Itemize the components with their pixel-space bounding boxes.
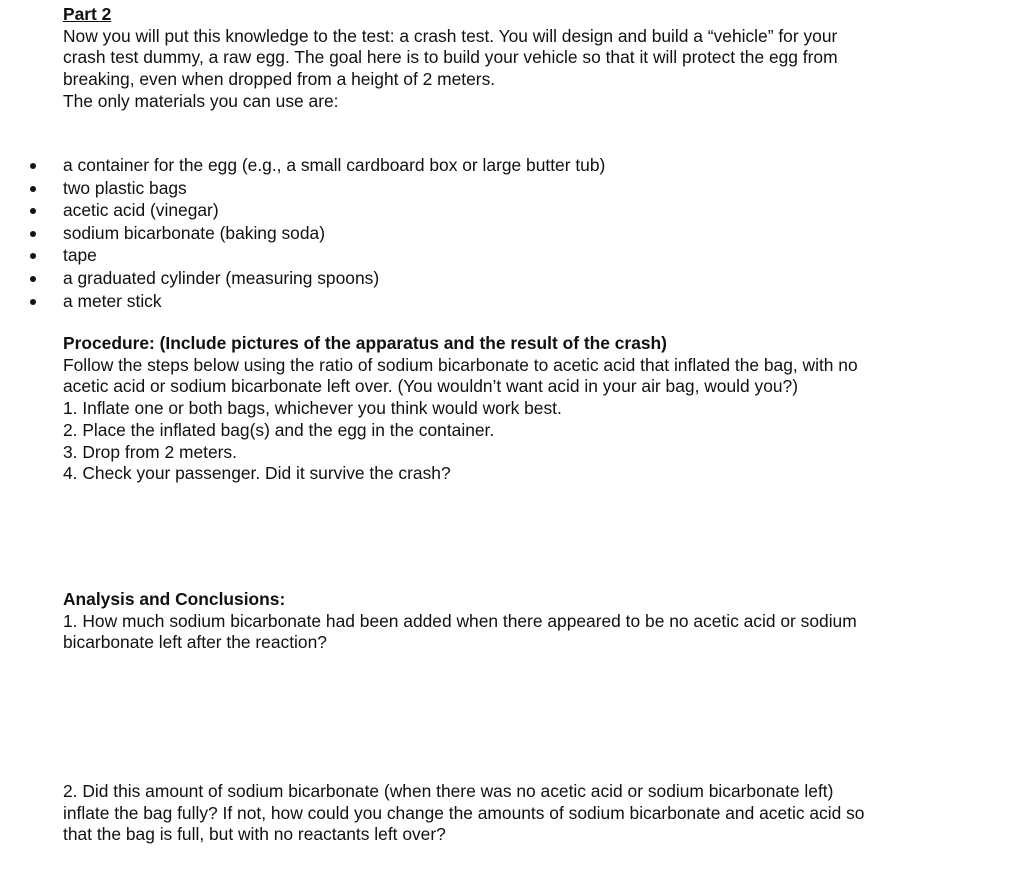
- analysis-section: [63, 589, 953, 654]
- materials-list: [0, 154, 960, 312]
- list-item: [0, 154, 960, 177]
- question-2: [63, 781, 953, 846]
- list-item: [0, 290, 960, 313]
- part2-section: [63, 4, 953, 113]
- intro-line: The only materials you can use are:: [63, 90, 339, 111]
- procedure-step: 1. Inflate one or both bags, whichever you think would work best.: [63, 398, 562, 419]
- procedure-line: Follow the steps below using the ratio of sodium bicarbonate to acetic acid that inflated the bag, with no: [63, 354, 858, 375]
- bullet-icon: [30, 186, 36, 192]
- intro-line: breaking, even when dropped from a height of 2 meters.: [63, 69, 496, 90]
- bullet-icon: [30, 163, 36, 169]
- question-1-line: bicarbonate left after the reaction?: [63, 632, 327, 653]
- material-label: a container for the egg (e.g., a small cardboard box or large butter tub): [63, 155, 606, 175]
- material-label: two plastic bags: [63, 177, 187, 198]
- procedure-heading: Procedure: (Include pictures of the apparatus and the result of the crash): [63, 333, 667, 353]
- bullet-icon: [30, 299, 36, 305]
- intro-line: Now you will put this knowledge to the test: a crash test. You will design and build a “vehicle” for your: [63, 25, 838, 46]
- list-item: [0, 267, 960, 290]
- part2-heading: Part 2: [63, 4, 112, 24]
- intro-line: crash test dummy, a raw egg. The goal here is to build your vehicle so that it will protect the egg from: [63, 47, 838, 68]
- material-label: sodium bicarbonate (baking soda): [63, 222, 325, 243]
- list-item: [0, 244, 960, 267]
- procedure-section: [63, 333, 953, 485]
- question-2-line: 2. Did this amount of sodium bicarbonate (when there was no acetic acid or sodium bicarbonate left): [63, 781, 834, 801]
- list-item: [0, 177, 960, 200]
- material-label: acetic acid (vinegar): [63, 200, 219, 221]
- bullet-icon: [30, 231, 36, 237]
- procedure-step: 2. Place the inflated bag(s) and the egg in the container.: [63, 419, 495, 440]
- list-item: [0, 199, 960, 222]
- procedure-line: acetic acid or sodium bicarbonate left over. (You wouldn’t want acid in your air bag, would you?): [63, 376, 799, 397]
- question-2-line: inflate the bag fully? If not, how could you change the amounts of sodium bicarbonate and acetic acid so: [63, 802, 865, 823]
- procedure-step: 4. Check your passenger. Did it survive the crash?: [63, 463, 451, 484]
- bullet-icon: [30, 208, 36, 214]
- analysis-heading: Analysis and Conclusions:: [63, 589, 286, 609]
- material-label: tape: [63, 245, 97, 266]
- question-2-line: that the bag is full, but with no reactants left over?: [63, 824, 446, 845]
- material-label: a meter stick: [63, 290, 162, 311]
- list-item: [0, 222, 960, 245]
- question-1-line: 1. How much sodium bicarbonate had been added when there appeared to be no acetic acid or sodium: [63, 610, 857, 631]
- material-label: a graduated cylinder (measuring spoons): [63, 267, 380, 288]
- bullet-icon: [30, 276, 36, 282]
- bullet-icon: [30, 253, 36, 259]
- procedure-step: 3. Drop from 2 meters.: [63, 441, 237, 462]
